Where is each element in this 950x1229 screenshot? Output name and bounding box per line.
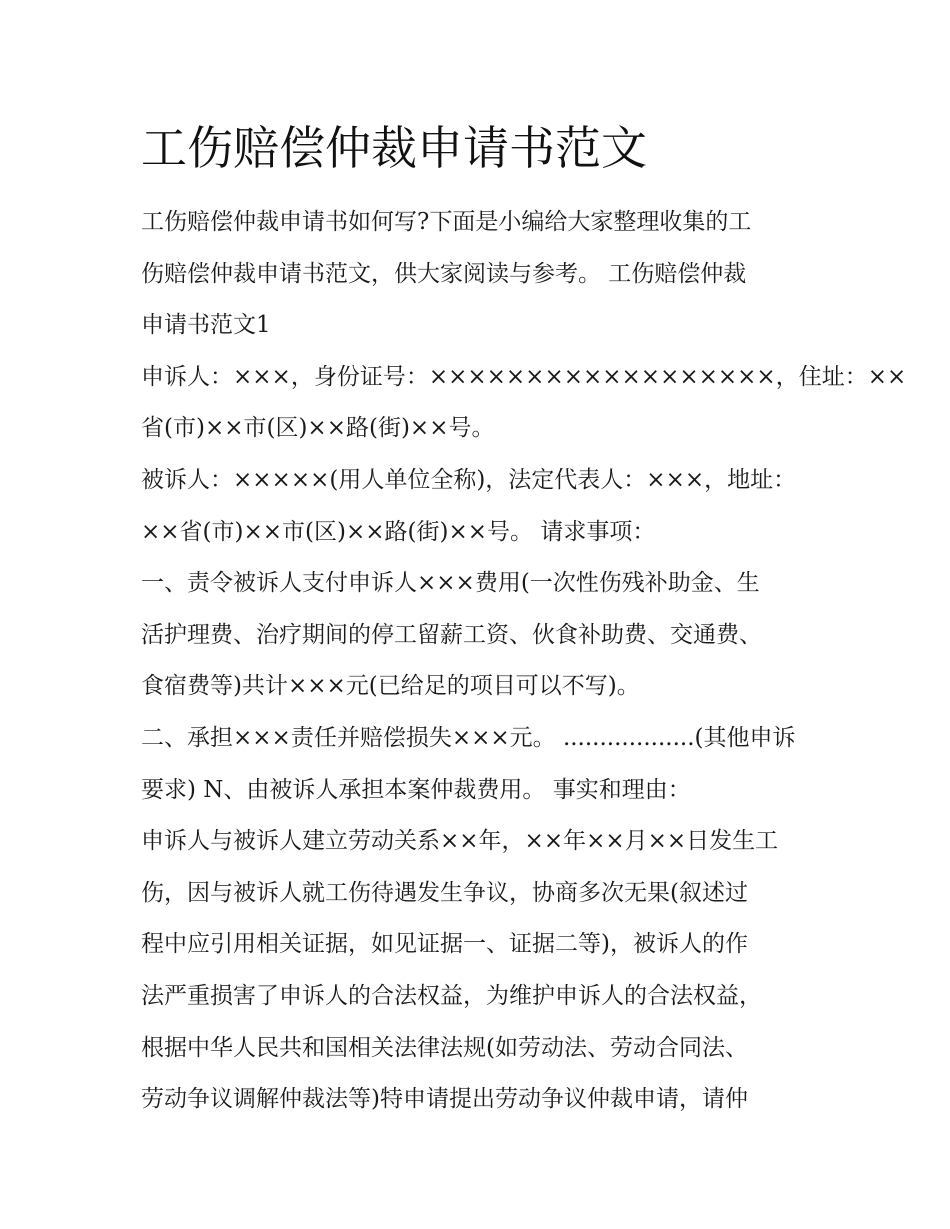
text-line: 法严重损害了申诉人的合法权益，为维护申诉人的合法权益， bbox=[141, 982, 762, 1009]
text-line: 省(市)××市(区)××路(街)××号。 bbox=[141, 415, 495, 442]
text-line: 根据中华人民共和国相关法律法规(如劳动法、劳动合同法、 bbox=[141, 1034, 748, 1061]
text-line: ××省(市)××市(区)××路(街)××号。 请求事项： bbox=[141, 518, 656, 545]
document-title: 工伤赔偿仲裁申请书范文 bbox=[141, 121, 647, 175]
text-line: 申诉人与被诉人建立劳动关系××年，××年××月××日发生工 bbox=[141, 828, 779, 855]
text-line: 食宿费等)共计×××元(已给足的项目可以不写)。 bbox=[141, 673, 640, 700]
text-line: 被诉人：×××××(用人单位全称)，法定代表人：×××，地址： bbox=[141, 466, 797, 493]
text-line: 申诉人：×××，身份证号：××××××××××××××××××，住址：×× bbox=[141, 363, 907, 390]
text-line: 劳动争议调解仲裁法等)特申请提出劳动争议仲裁申请，请仲 bbox=[141, 1086, 748, 1113]
text-line: 二、承担×××责任并赔偿损失×××元。 ..................(其他申诉 bbox=[141, 724, 796, 751]
document-body bbox=[141, 197, 907, 1126]
text-line: 伤，因与被诉人就工伤待遇发生争议，协商多次无果(叙述过 bbox=[141, 879, 748, 906]
text-line: 伤赔偿仲裁申请书范文，供大家阅读与参考。 工伤赔偿仲裁 bbox=[141, 260, 747, 287]
text-line: 工伤赔偿仲裁申请书如何写?下面是小编给大家整理收集的工 bbox=[141, 209, 752, 235]
text-line: 活护理费、治疗期间的停工留薪工资、伙食补助费、交通费、 bbox=[141, 621, 762, 648]
text-line: 要求) N、由被诉人承担本案仲裁费用。 事实和理由： bbox=[141, 776, 691, 803]
text-line: 申请书范文1 bbox=[141, 312, 271, 339]
text-line: 程中应引用相关证据，如见证据一、证据二等)，被诉人的作 bbox=[141, 931, 748, 958]
text-line: 一、责令被诉人支付申诉人×××费用(一次性伤残补助金、生 bbox=[141, 570, 760, 597]
